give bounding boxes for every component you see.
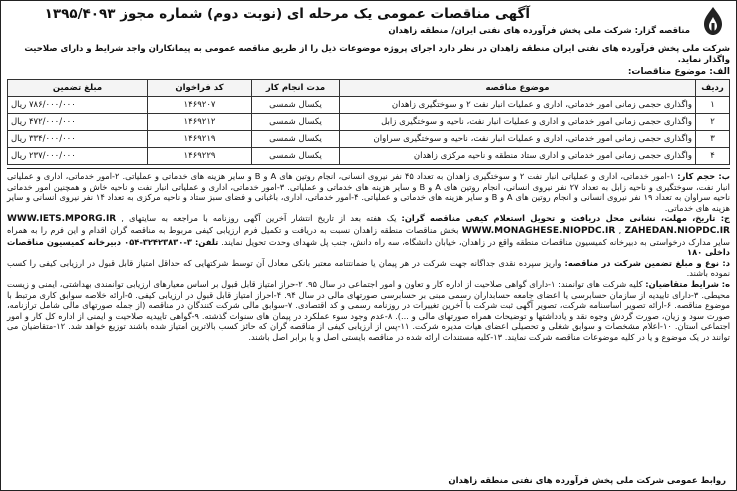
section-workload-text: ۱-امور خدماتی، اداری و عملیاتی انبار نفت ۲ و سوختگیری زاهدان به تعداد ۴۵ نفر نیروی انسانی، انجام روتین های A و B و سایر هزینه های خدماتی و عملیاتی. ۲-امور خدماتی، اداری و عملیاتی انبار نفت، سوختگیری و ناحیه زابل به تعداد ۲۷ نفر نیروی انسانی، انجام روتین های A و B و سایر هزینه های خدماتی و عملیاتی. ۳-امور خدماتی، اداری و عملیاتی انبار نفت و ناحیه خاش و همچنین امور خدماتی ناحیه سراوان به تعداد ۱۹ نفر نیروی انسانی و انجام روتین های A و B و سایر هزینه های خدماتی و عملیاتی. ۴-امور خدماتی، اداری، باغبانی و فضای سبز ستاد و ناحیه مرکزی به تعداد ۱۴ نفر نیروی انسانی و سایر هزینه های خدماتی. — [7, 171, 730, 213]
section-workload — [7, 171, 730, 213]
website-link-iets[interactable]: WWW.IETS.MPORG.IR — [7, 214, 117, 225]
nioc-flame-logo-icon — [700, 5, 726, 37]
col-header-subject: موضوع مناقصه — [340, 80, 696, 97]
section-conditions-text: کلیه شرکت های توانمند: ۱-دارای گواهی صلاحیت از اداره کار و تعاون و امور اجتماعی در سال ۹۵. ۲-حراز امتیاز قابل قبول بر اساس معیارهای ارزیابی توانمندی بهداشتی، ایمنی و زیست محیطی. ۳-دارای تاییدیه از سازمان حسابرسی یا اعضای جامعه حسابداران رسمی مبنی بر حسابرسی صورتهای مالی در سال ۹۴. ۴-احراز امتیاز قابل قبول در ارزیابی کیفی. ۵-ارائه خلاصه سوابق کاری مرتبط با موضوع مناقصه. ۶-ارائه تصویر اساسنامه شرکت، تصویر آگهی ثبت شرکت با آخرین تغییرات در روزنامه رسمی و کد اقتصادی. ۷-سوابق مالی شرکت کنندگان در مناقصه (از جمله صورتهای مالی شامل ترازنامه، صورت سود و زیان، صورت گردش وجوه نقد و یادداشتها و توضیحات همراه صورتهای مالی و ...). ۸-عدم وجود سوء عملکرد در پیمان های سنوات گذشته. ۹-گواهی تاییدیه صلاحیت و ایمنی از اداره کل کار و امور اجتماعی استان. ۱۰-اعلام مشخصات و سوابق شغلی و تحصیلی اعضای هیات مدیره شرکت. ۱۱-پس از ارزیابی کیفی از مناقصه گران که حائز کسب بالاترین امتیاز شده باشند توزیع خواهد شد. ۱۲-متقاضیان می توانند در یک موضوع و یا در کلیه موضوعات مناقصه شرکت نمایند. ۱۳-کلیه مستندات ارائه شده در مناقصه بایستی اصل و یا برابر اصل باشند. — [7, 278, 731, 342]
notice-title: آگهی مناقصات عمومی یک مرحله ای (نوبت دوم) شماره مجوز ۱۳۹۵/۴۰۹۳ — [44, 6, 530, 22]
table-header-row — [8, 80, 730, 97]
cell-duration: یکسال شمسی — [252, 148, 340, 165]
section-conditions-label: ه: شرایط متقاضیان: — [645, 278, 731, 289]
section-conditions — [7, 279, 730, 343]
section-workload-label: ب: حجم کار: — [677, 171, 730, 181]
cell-row-no: ۲ — [696, 114, 730, 131]
cell-duration: یکسال شمسی — [252, 97, 340, 114]
tender-table — [7, 79, 730, 165]
cell-duration: یکسال شمسی — [252, 131, 340, 148]
section-guarantee — [7, 258, 730, 279]
cell-guarantee: ۲۳۷/۰۰۰/۰۰۰ ریال — [8, 148, 148, 165]
cell-row-no: ۴ — [696, 148, 730, 165]
col-header-duration: مدت انجام کار — [252, 80, 340, 97]
cell-call-code: ۱۴۶۹۲۰۷ — [148, 97, 252, 114]
divider — [7, 168, 730, 169]
cell-subject: واگذاری حجمی زمانی امور خدماتی و اداری ستاد منطقه و ناحیه مرکزی زاهدان — [340, 148, 696, 165]
cell-duration: یکسال شمسی — [252, 114, 340, 131]
section-dates-text-2: بخش مناقصات منطقه زاهدان نسبت به دریافت و تکمیل فرم ارزیابی کیفی مربوط به مناقصه گران اقدام و این فرم را به همراه سایر مدارک درخواستی به دبیرخانه کمیسیون مناقصات منطقه واقع در زاهدان، خیابان دانشگاه، سه راه دانش، جنب پل شهدای وحدت تحویل نمایند. — [7, 224, 731, 247]
cell-guarantee: ۳۳۴/۰۰۰/۰۰۰ ریال — [8, 131, 148, 148]
table-row — [8, 131, 730, 148]
section-dates-address: ج: تاریخ، مهلت، نشانی محل دریافت و تحویل استعلام کیفی مناقصه گران: یک هفته بعد از تاریخ انتشار آخرین آگهی روزنامه با مراجعه به سایتهای WWW.IETS.MPORG.IR , WWW.MONAGHESE.NIOPDC.IR , ZAHEDAN.NIOPDC.IR بخش مناقصات منطقه زاهدان نسبت به دریافت و تکمیل فرم ارزیابی کیفی مربوط به مناقصه گران اقدام و این فرم را به همراه سایر مدارک درخواستی به دبیرخانه کمیسیون مناقصات منطقه واقع در زاهدان، خیابان دانشگاه، سه راه دانش، جنب پل شهدای وحدت تحویل نمایند. تلفن: ۳-۳۲۴۲۳۸۳۰-۰۵۴ دبیرخانه کمیسیون مناقصات داخلی ۱۸۰ — [7, 213, 731, 258]
section-phone: تلفن: ۳-۳۲۴۲۳۸۳۰-۰۵۴ دبیرخانه کمیسیون مناقصات داخلی ۱۸۰ — [7, 236, 730, 258]
intro-text: شرکت ملی پخش فرآورده های نفتی ایران منطقه زاهدان در نظر دارد اجرای پروژه موضوعات ذیل را از طریق مناقصه عمومی به پیمانکاران واجد شرایط و دارای صلاحیت واگذار نماید. — [24, 44, 730, 65]
cell-row-no: ۳ — [696, 131, 730, 148]
section-guarantee-text: واریز سپرده نقدی جداگانه جهت شرکت در هر پیمان یا ضمانتنامه معتبر بانکی معادل آن توسط شرکتهایی که حداقل امتیاز قابل قبول در ارزیابی کیفی را کسب نموده باشند. — [7, 257, 730, 279]
cell-row-no: ۱ — [696, 97, 730, 114]
section-dates-label: ج: تاریخ، مهلت، نشانی محل دریافت و تحویل استعلام کیفی مناقصه گران: — [401, 213, 731, 224]
cell-call-code: ۱۴۶۹۲۱۲ — [148, 114, 252, 131]
cell-call-code: ۱۴۶۹۲۲۹ — [148, 148, 252, 165]
cell-subject: واگذاری حجمی زمانی امور خدماتی، اداری و عملیات انبار نفت ۲ و سوختگیری زاهدان — [340, 97, 696, 114]
cell-call-code: ۱۴۶۹۲۱۹ — [148, 131, 252, 148]
table-row — [8, 114, 730, 131]
col-header-row-no: ردیف — [696, 80, 730, 97]
tender-organizer: مناقصه گزار: شرکت ملی پخش فرآورده های نفتی ایران/ منطقه زاهدان — [388, 26, 690, 36]
cell-guarantee: ۴۷۲/۰۰۰/۰۰۰ ریال — [8, 114, 148, 131]
col-header-guarantee: مبلغ تضمین — [8, 80, 148, 97]
public-relations-signature: روابط عمومی شرکت ملی پخش فرآورده های نفتی منطقه زاهدان — [448, 476, 726, 486]
cell-guarantee: ۷۸۶/۰۰۰/۰۰۰ ریال — [8, 97, 148, 114]
col-header-call-code: کد فراخوان — [148, 80, 252, 97]
subject-heading: الف: موضوع مناقصات: — [627, 67, 730, 77]
website-link-monaghese[interactable]: WWW.MONAGHESE.NIOPDC.IR — [461, 225, 616, 236]
section-dates-text-1: یک هفته بعد از تاریخ انتشار آخرین آگهی روزنامه با مراجعه به سایتهای — [129, 213, 397, 224]
cell-subject: واگذاری حجمی زمانی امور خدماتی، اداری و عملیات انبار نفت، ناحیه و سوختگیری سراوان — [340, 131, 696, 148]
notice-header — [7, 4, 730, 44]
cell-subject: واگذاری حجمی زمانی امور خدماتی و اداری و عملیات انبار نفت، ناحیه و سوختگیری زابل — [340, 114, 696, 131]
section-guarantee-label: د: نوع و مبلغ تضمین شرکت در مناقصه: — [564, 257, 730, 268]
website-link-zahedan[interactable]: ZAHEDAN.NIOPDC.IR — [624, 225, 730, 236]
table-row — [8, 97, 730, 114]
table-row — [8, 148, 730, 165]
